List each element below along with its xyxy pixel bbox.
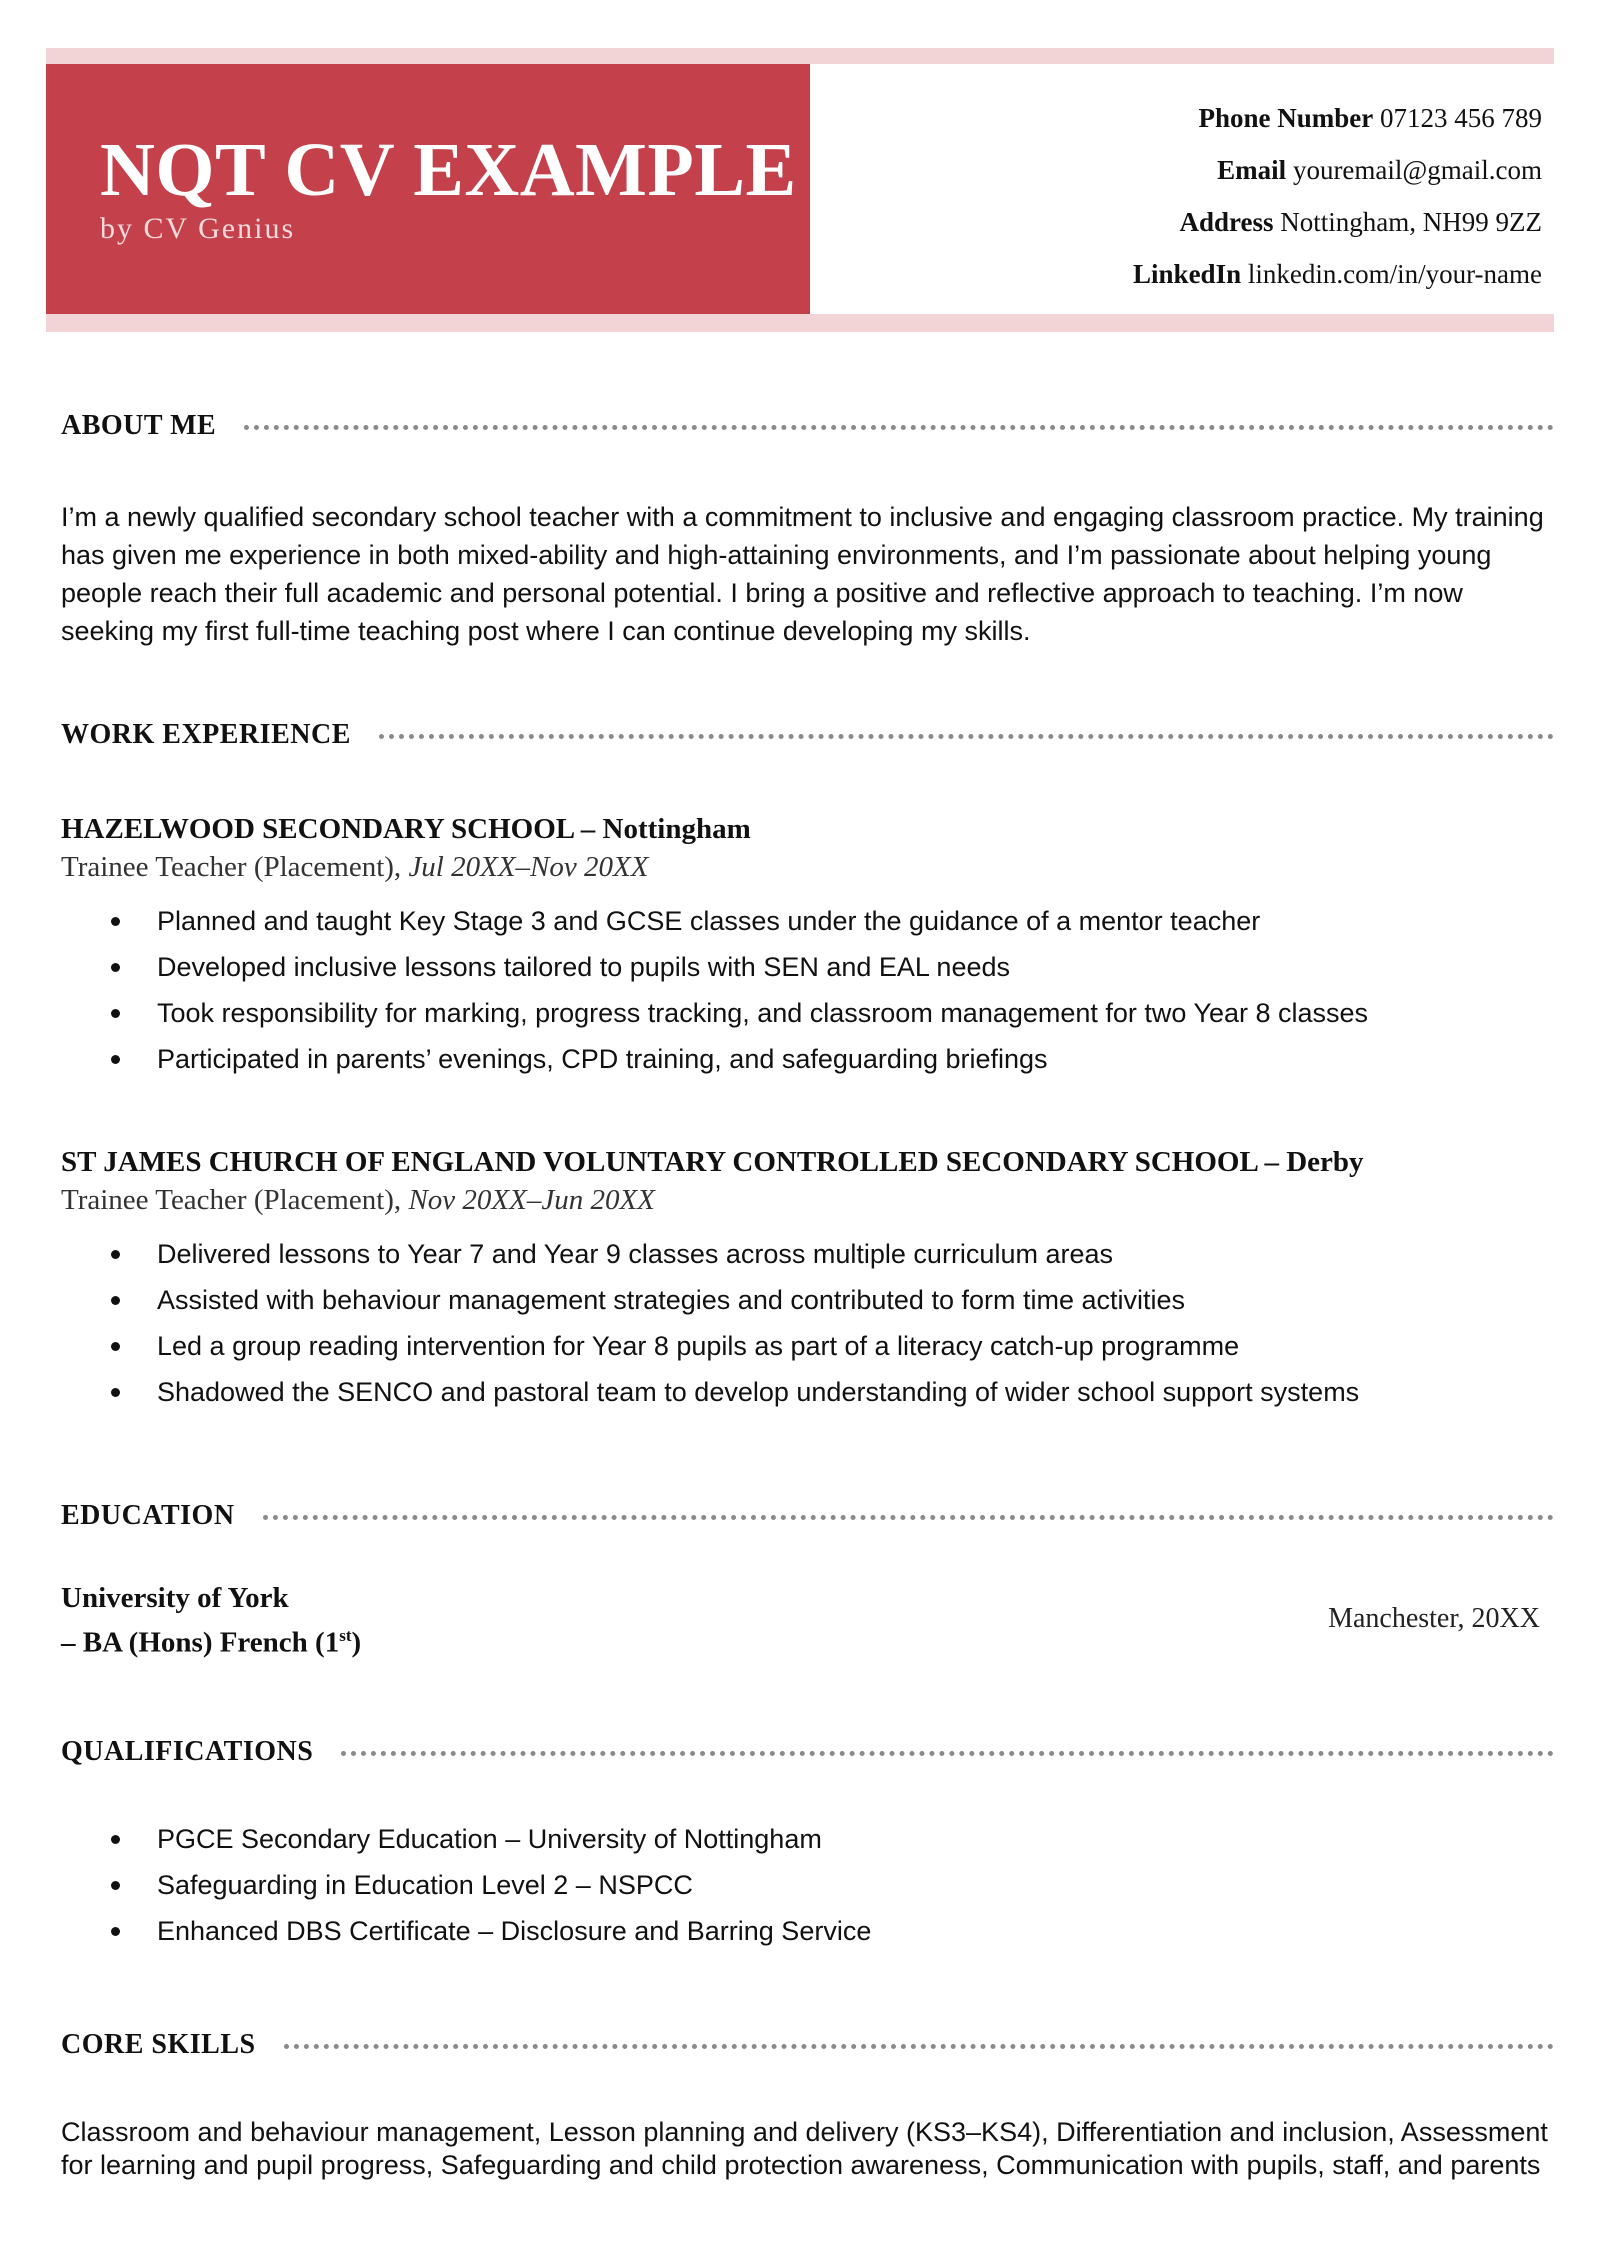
job-duties	[61, 1231, 1359, 1415]
skills-text: Classroom and behaviour management, Lesson planning and delivery (KS3–KS4), Differentiation and inclusion, Assessment for learning and pupil progress, Safeguarding and child protection awareness, Communication with pupils, staff, and parents	[61, 2117, 1548, 2180]
list-item: PGCE Secondary Education – University of Nottingham	[61, 1816, 871, 1862]
list-item: Participated in parents’ evenings, CPD training, and safeguarding briefings	[61, 1036, 1368, 1082]
education-degree: – BA (Hons) French (1st)	[61, 1626, 362, 1659]
list-item: Planned and taught Key Stage 3 and GCSE classes under the guidance of a mentor teacher	[61, 898, 1368, 944]
list-item: Took responsibility for marking, progress tracking, and classroom management for two Year 8 classes	[61, 990, 1368, 1036]
list-item: Developed inclusive lessons tailored to pupils with SEN and EAL needs	[61, 944, 1368, 990]
contact-details	[1133, 92, 1542, 300]
education-institution: University of York	[61, 1582, 289, 1614]
contact-email: Email youremail@gmail.com	[1217, 155, 1542, 185]
section-heading-skills: CORE SKILLS	[61, 2029, 1554, 2061]
list-item: Safeguarding in Education Level 2 – NSPCC	[61, 1862, 871, 1908]
education-location-date: Manchester, 20XX	[1328, 1603, 1540, 1634]
dotted-divider	[379, 734, 1554, 739]
dotted-divider	[244, 425, 1554, 430]
section-heading-qualifications: QUALIFICATIONS	[61, 1736, 1554, 1768]
list-item: Assisted with behaviour management strategies and contributed to form time activities	[61, 1277, 1359, 1323]
list-item: Led a group reading intervention for Year 8 pupils as part of a literacy catch-up programme	[61, 1323, 1359, 1369]
job-employer: HAZELWOOD SECONDARY SCHOOL – Nottingham	[61, 813, 751, 845]
job-employer: ST JAMES CHURCH OF ENGLAND VOLUNTARY CONTROLLED SECONDARY SCHOOL – Derby	[61, 1146, 1364, 1178]
dotted-divider	[341, 1751, 1554, 1756]
dotted-divider	[284, 2044, 1554, 2049]
list-item: Delivered lessons to Year 7 and Year 9 classes across multiple curriculum areas	[61, 1231, 1359, 1277]
section-heading-about: ABOUT ME	[61, 410, 1554, 442]
cv-subtitle: by CV Genius	[100, 212, 296, 245]
dotted-divider	[263, 1515, 1554, 1520]
job-dates: Nov 20XX–Jun 20XX	[408, 1184, 655, 1216]
section-heading-education: EDUCATION	[61, 1500, 1554, 1532]
job-dates: Jul 20XX–Nov 20XX	[408, 851, 649, 883]
about-text: I’m a newly qualified secondary school teacher with a commitment to inclusive and engaging classroom practice. My training has given me experience in both mixed-ability and high-attaining environments, and I’m passionate about helping young people reach their full academic and personal potential. I bring a positive and reflective approach to teaching. I’m now seeking my first full-time teaching post where I can continue developing my skills.	[61, 502, 1544, 646]
job-role: Trainee Teacher (Placement), Jul 20XX–Nov 20XX	[61, 851, 649, 883]
contact-phone: Phone Number 07123 456 789	[1198, 103, 1542, 133]
list-item: Shadowed the SENCO and pastoral team to develop understanding of wider school support systems	[61, 1369, 1359, 1415]
cv-title: NQT CV EXAMPLE	[100, 128, 797, 212]
job-role: Trainee Teacher (Placement), Nov 20XX–Jun 20XX	[61, 1184, 655, 1216]
job-duties	[61, 898, 1368, 1082]
section-heading-work: WORK EXPERIENCE	[61, 719, 1554, 751]
list-item: Enhanced DBS Certificate – Disclosure and Barring Service	[61, 1908, 871, 1954]
contact-address: Address Nottingham, NH99 9ZZ	[1179, 207, 1542, 237]
contact-linkedin: LinkedIn linkedin.com/in/your-name	[1133, 259, 1542, 289]
qualifications-list	[61, 1816, 871, 1954]
name-block	[46, 64, 810, 314]
